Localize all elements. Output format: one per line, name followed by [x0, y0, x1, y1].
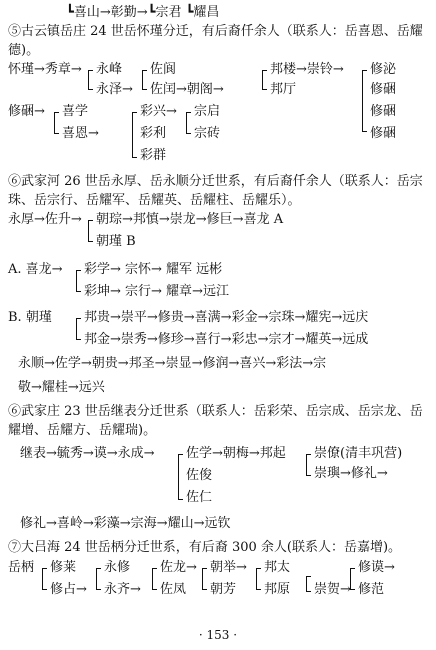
s6-c2: 敬→耀桂→远兴 — [18, 380, 105, 395]
s6-r1a: 永厚→佐升→ — [8, 212, 82, 227]
s8-r1a: 岳柄 — [8, 560, 35, 575]
s5-r1a: 怀瑾→秀章→ — [8, 62, 82, 77]
s7-r1b: 佐学→朝梅→邦起 — [186, 446, 286, 461]
s7-r3b: 佐仁 — [186, 490, 213, 505]
section-7-heading: ⑥武家庄 23 世岳继表分迁世系（联系人：岳彩荣、岳宗成、岳宗龙、岳耀增、岳耀方、岳耀瑞)。 — [8, 404, 423, 438]
s8-r1b: 修莱 — [50, 560, 77, 575]
s6-b1: B. 朝瑾 — [8, 310, 52, 325]
s5-r4b: 喜恩→ — [62, 126, 99, 141]
s5-r2d: 邦厅 — [270, 82, 297, 97]
s8-r2b: 修占→ — [50, 582, 87, 597]
s5-bracket-6 — [132, 112, 137, 158]
s5-r4c: 彩利 — [140, 126, 167, 141]
s5-r4d: 宗砖 — [194, 126, 221, 141]
s8-r1f: 邦太 — [264, 560, 291, 575]
s8-r2c: 永齐→ — [104, 582, 141, 597]
s5-r2c: 佐闰→朝阁→ — [150, 82, 224, 97]
s6-bracket-a — [76, 270, 81, 292]
s5-r4e: 修硱 — [370, 126, 397, 141]
s6-a1: A. 喜龙→ — [8, 262, 63, 277]
s8-bracket-4 — [202, 568, 207, 590]
section-8-heading: ⑦大吕海 24 世岳柄分迁世系，有后裔 300 余人(联系人：岳嘉增)。 — [8, 540, 402, 555]
s8-bracket-6 — [306, 576, 311, 592]
s8-r2d: 佐凤 — [160, 582, 187, 597]
s5-bracket-7 — [186, 112, 191, 134]
s7-r1c: 崇僚(清丰巩营) — [314, 446, 403, 461]
top-lineage-line: ┗喜山→彰勤→┗宗君 ┗耀昌 — [66, 5, 220, 20]
s6-bracket-b — [76, 318, 81, 340]
s5-bracket-4 — [362, 70, 367, 132]
s6-r2b: 朝瑾 B — [96, 234, 136, 249]
s5-r3b: 喜学 — [62, 104, 89, 119]
s8-bracket-2 — [96, 568, 101, 590]
s7-bracket-2 — [306, 454, 311, 476]
s8-r2f: 邦原 — [264, 582, 291, 597]
s7-r1a: 继表→毓秀→谟→永成→ — [20, 446, 155, 461]
s6-c1: 永顺→佐学→朝贵→邦圣→崇显→修润→喜兴→彩法→宗 — [18, 356, 327, 371]
s5-r3c: 彩兴→ — [140, 104, 177, 119]
s5-r1c: 佐阆 — [150, 62, 177, 77]
s8-r1c: 永修 — [104, 560, 131, 575]
section-5-heading: ⑤古云镇岳庄 24 世岳怀瑾分迁，有后裔仟余人（联系人：岳喜恩、岳耀德)。 — [8, 24, 423, 58]
s5-r5c: 彩群 — [140, 148, 167, 163]
s5-bracket-2 — [142, 70, 147, 90]
s7-r4: 修礼→喜岭→彩藻→宗海→耀山→远钦 — [20, 516, 231, 531]
s5-r1b: 永峰 — [96, 62, 123, 77]
s8-r1e: 朝举→ — [210, 560, 247, 575]
section-6-heading: ⑥武家河 26 世岳永厚、岳永顺分迁世系，有后裔仟余人（联系人：岳宗珠、岳宗行、岳耀军、岳耀英、岳耀柱、岳耀乐）。 — [8, 174, 423, 208]
s7-bracket-1 — [178, 454, 183, 500]
s6-a2b: 彩坤→ 宗行→ 耀章→远江 — [84, 284, 229, 299]
s8-r2e: 朝芳 — [210, 582, 237, 597]
s6-b2b: 邦金→崇秀→修珍→喜行→彩忠→宗才→耀英→远成 — [84, 332, 369, 347]
s8-bracket-1 — [42, 568, 47, 590]
s6-a1b: 彩学→ 宗怀→ 耀军 远彬 — [84, 262, 223, 277]
s6-bracket-1 — [88, 220, 93, 242]
s5-r1d: 邦楼→崇铃→ — [270, 62, 344, 77]
s6-r1b: 朝琮→邦慎→崇龙→修巨→喜龙 A — [96, 212, 284, 227]
s5-r2e: 修硱 — [370, 82, 397, 97]
s8-bracket-5 — [256, 568, 261, 590]
s5-bracket-5 — [54, 112, 59, 134]
s7-r2b: 佐俊 — [186, 468, 213, 483]
s8-bracket-3 — [152, 568, 157, 590]
page-number: · 153 · — [198, 628, 238, 642]
s5-r3d: 宗启 — [194, 104, 221, 119]
s8-r2g: 崇贺→ — [314, 582, 351, 597]
s5-bracket-1 — [88, 70, 93, 90]
s7-r2c: 崇璵→修礼→ — [314, 466, 388, 481]
s8-r1g: 修谟→ — [358, 560, 395, 575]
s8-r2h: 修范 — [358, 582, 385, 597]
s8-r1d: 佐龙→ — [160, 560, 197, 575]
s6-b1b: 邦贵→崇平→修贵→喜满→彩金→宗珠→耀宪→远庆 — [84, 310, 369, 325]
s5-r2b: 永泽→ — [96, 82, 133, 97]
s5-r3e: 修硱 — [370, 104, 397, 119]
s5-bracket-3 — [262, 70, 267, 90]
s5-r3a: 修硱→ — [8, 104, 45, 119]
s5-r1e: 修泌 — [370, 62, 397, 77]
